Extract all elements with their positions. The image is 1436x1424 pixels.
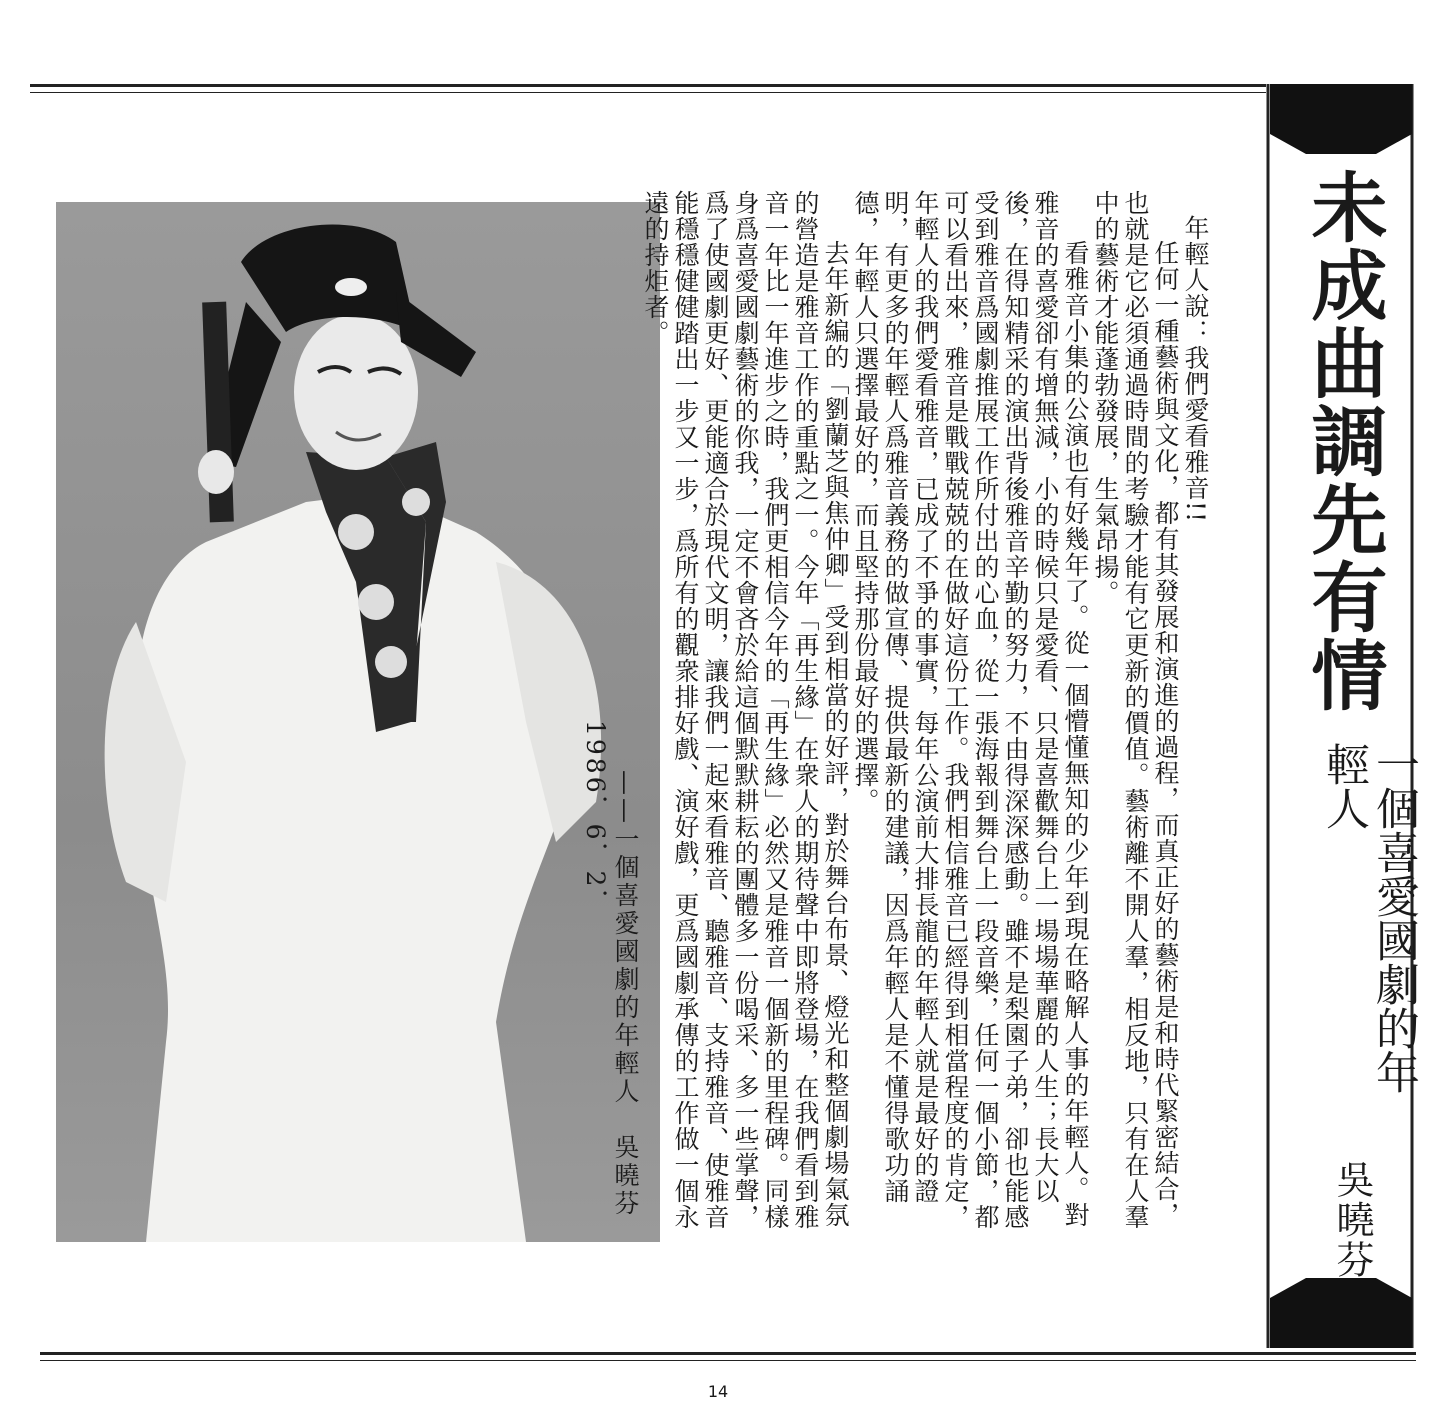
article-body (581, 190, 1210, 1250)
article-paragraph: 任何一種藝術與文化，都有其發展和演進的過程，而真正好的藝術是和時代緊密結合，也就是它必須通過時間的考驗才能有它更新的價值。藝術離不開人羣，相反地，只有在人羣中的藝術才能蓬勃發展，生氣昂揚。 (1091, 190, 1180, 1230)
article-paragraph: 看雅音小集的公演也有好幾年了。從一個懵懂無知的少年到現在略解人事的年輕人。對雅音的喜愛卻有增無減，小的時候只是愛看、只是喜歡舞台上一場場華麗的人生；長大以後，在得知精采的演出背後雅音辛勤的努力，不由得深深感動。雖不是梨園子弟，卻也能感受到雅音爲國劇推展工作所付出的心血，從一張海報到舞台上一段音樂，任何一個小節，都可以看出來，雅音是戰戰兢兢的在做好這份工作。我們相信雅音已經得到相當程度的肯定，年輕人的我們愛看雅音，已成了不爭的事實，每年公演前大排長龍的年輕人就是最好的證明，有更多的年輕人爲雅音義務的做宣傳、提供最新的建議，因爲年輕人是不懂得歌功誦德，年輕人只選擇最好的，而且堅持那份最好的選擇。 (851, 190, 1090, 1230)
bottom-rule-thin (40, 1360, 1416, 1361)
top-rule (30, 84, 1266, 87)
article-paragraph: 去年新編的「劉蘭芝與焦仲卿」受到相當的好評，對於舞台布景、燈光和整個劇場氣氛的營造是雅音工作的重點之一。今年「再生緣」在衆人的期待聲中即將登場，在我們看到雅音一年比一年進步之時，我們更相信今年的「再生緣」必然又是雅音一個新的里程碑。同樣身爲喜愛國劇藝術的你我，一定不會吝於給這個默默耕耘的團體多一份喝采、多一些掌聲，爲了使國劇更好、更能適合於現代文明，讓我們一起來看雅音、聽雅音、支持雅音、使雅音能穩穩健健踏出一步又一步，爲所有的觀衆排好戲、演好戲，更爲國劇承傳的工作做一個永遠的持炬者。 (641, 190, 850, 1230)
article-subtitle: 一個喜愛國劇的年輕人 (1318, 742, 1419, 1094)
opera-performer-illustration (56, 202, 660, 1242)
page-number: 14 (707, 1382, 729, 1401)
article-signature: ——一個喜愛國劇的年輕人 吳曉芬 1986．6．2． (581, 720, 640, 1246)
article-author: 吳曉芬 (1330, 1160, 1374, 1280)
bottom-rule (40, 1352, 1416, 1355)
opera-performer-photo (56, 202, 660, 1242)
article-title: 未成曲調先有情 (1299, 168, 1388, 714)
article-paragraph: 年輕人說：我們愛看雅音!! (1181, 215, 1210, 524)
top-rule-thin (30, 92, 1266, 93)
